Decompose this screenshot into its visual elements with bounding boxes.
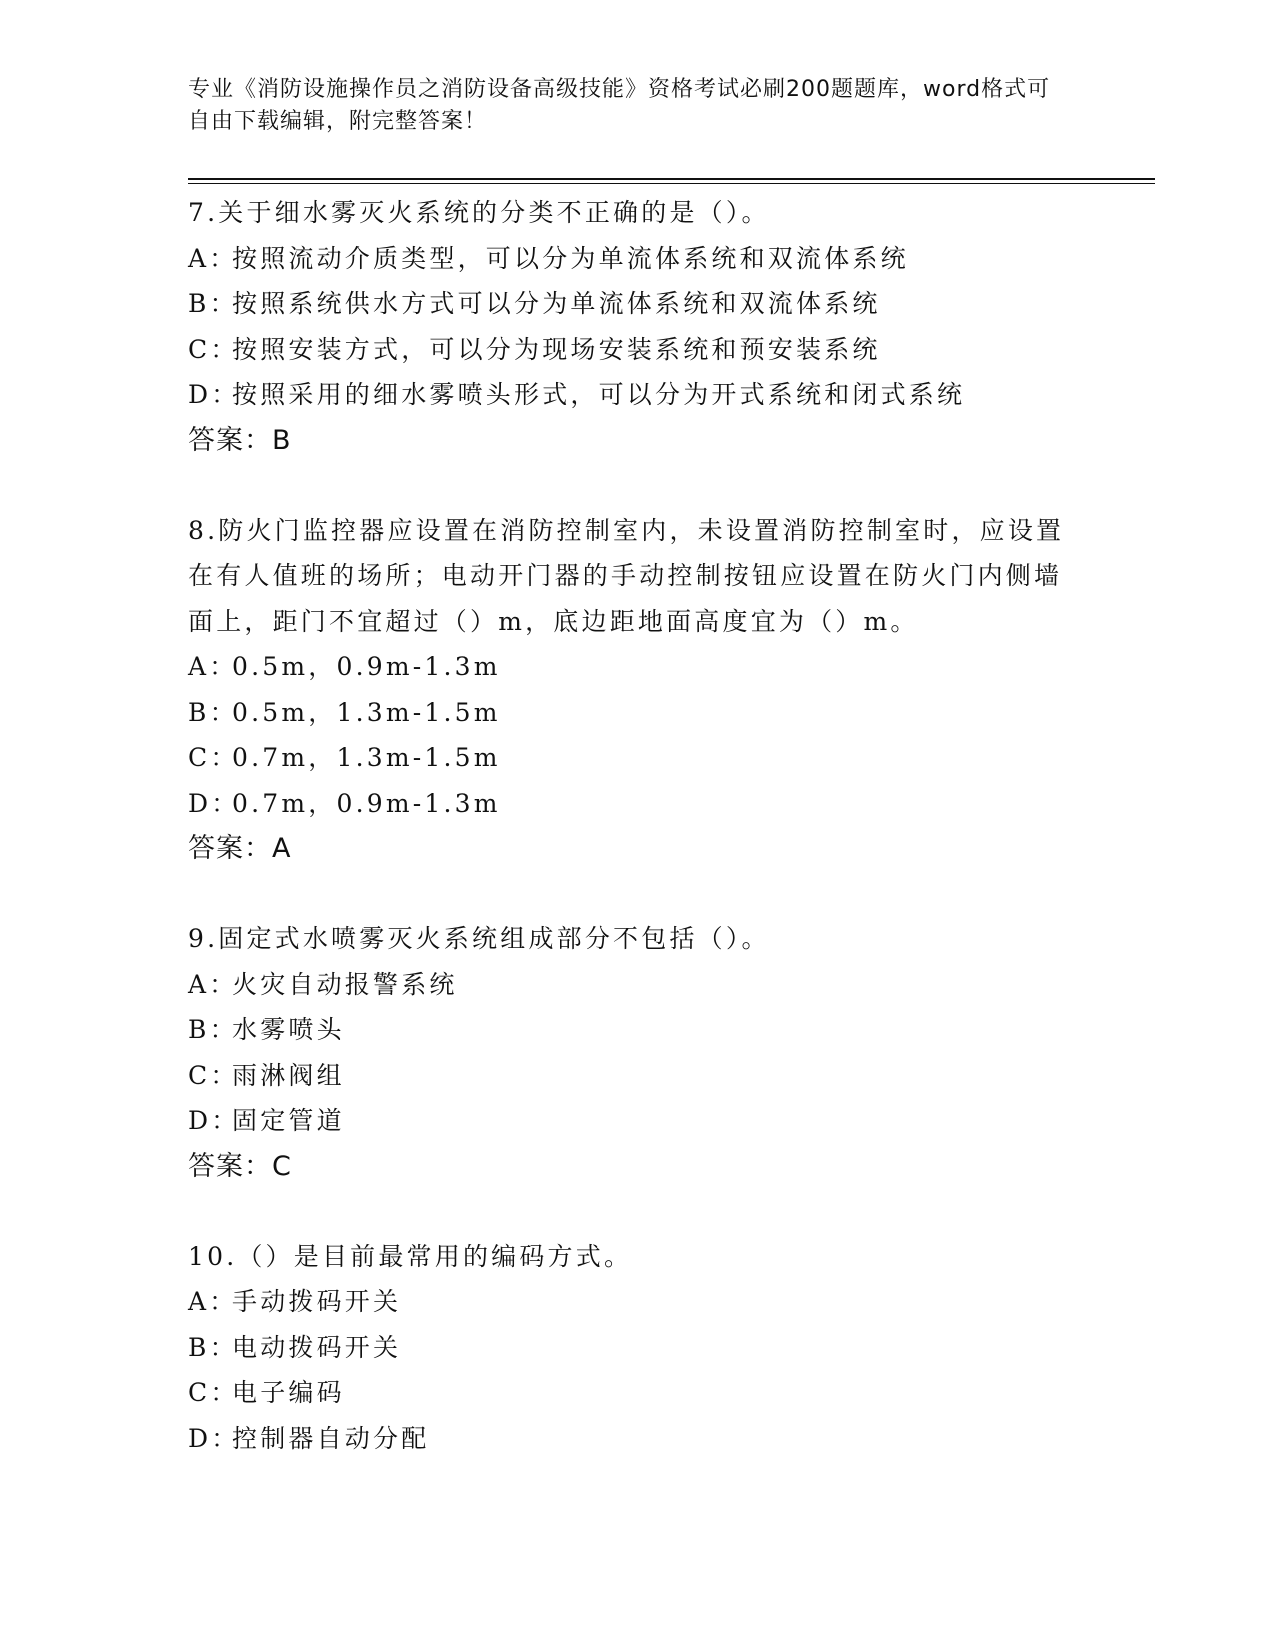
option-d (188, 1416, 1088, 1462)
option-label: D： (188, 1423, 240, 1453)
option-label: C： (188, 1378, 239, 1407)
option-label: C： (188, 1060, 239, 1090)
option-text: 控制器自动分配 (232, 1423, 430, 1453)
header-rule-thick (188, 178, 1155, 180)
answer-line: 答案：C (188, 1150, 292, 1182)
question-7 (188, 190, 1088, 464)
option-d (188, 372, 1088, 418)
document-header: 专业《消防设施操作员之消防设备高级技能》资格考试必刷200题题库，word格式可自由下载编辑，附完整答案！ (188, 77, 1051, 134)
answer-line: 答案：B (188, 424, 292, 456)
option-text: 按照采用的细水雾喷头形式，可以分为开式系统和闭式系统 (232, 380, 966, 409)
option-label: A： (188, 243, 238, 273)
option-text: 火灾自动报警系统 (232, 969, 458, 999)
option-label: B： (188, 1015, 238, 1044)
option-d (188, 1098, 1088, 1144)
option-label: D： (188, 788, 240, 818)
option-label: A： (188, 969, 238, 999)
option-label: C： (188, 334, 239, 364)
answer-line: 答案：A (188, 833, 292, 864)
option-a (188, 962, 1088, 1008)
option-b (188, 1007, 1088, 1053)
option-label: D： (188, 1106, 240, 1135)
option-label: B： (188, 1332, 238, 1362)
option-text: 0.5m，1.3m-1.5m (232, 697, 501, 727)
option-c (188, 1053, 1088, 1099)
option-label: B： (188, 697, 238, 727)
option-c (188, 1370, 1088, 1416)
option-text: 雨淋阀组 (232, 1060, 345, 1090)
option-text: 电子编码 (232, 1378, 345, 1407)
option-label: A： (188, 652, 238, 681)
question-10 (188, 1234, 1088, 1462)
option-text: 0.5m，0.9m-1.3m (232, 652, 501, 681)
question-stem: 10.（）是目前最常用的编码方式。 (188, 1241, 633, 1271)
option-label: A： (188, 1287, 238, 1316)
option-text: 水雾喷头 (232, 1015, 345, 1044)
option-text: 0.7m，1.3m-1.5m (232, 743, 501, 772)
option-a (188, 1279, 1088, 1325)
question-stem: 8.防火门监控器应设置在消防控制室内，未设置消防控制室时，应设置在有人值班的场所；电动开门器的手动控制按钮应设置在防火门内侧墙面上，距门不宜超过（）m，底边距地面高度宜为（）m。 (188, 515, 1065, 636)
option-text: 电动拨码开关 (232, 1332, 402, 1362)
question-list (188, 190, 1088, 1505)
option-c (188, 735, 1088, 781)
option-text: 固定管道 (232, 1106, 345, 1135)
question-stem: 7.关于细水雾灭火系统的分类不正确的是（）。 (188, 198, 770, 227)
question-9 (188, 916, 1088, 1190)
option-b (188, 281, 1088, 327)
option-label: D： (188, 380, 240, 409)
option-a (188, 644, 1088, 690)
option-label: C： (188, 743, 239, 772)
option-a (188, 236, 1088, 282)
option-text: 按照安装方式，可以分为现场安装系统和预安装系统 (232, 334, 881, 364)
option-label: B： (188, 289, 238, 318)
option-text: 手动拨码开关 (232, 1287, 402, 1316)
option-b (188, 1325, 1088, 1371)
option-b (188, 690, 1088, 736)
question-8 (188, 508, 1088, 873)
option-text: 0.7m，0.9m-1.3m (232, 788, 501, 818)
option-c (188, 327, 1088, 373)
option-text: 按照系统供水方式可以分为单流体系统和双流体系统 (232, 289, 881, 318)
option-d (188, 781, 1088, 827)
question-stem: 9.固定式水喷雾灭火系统组成部分不包括（）。 (188, 924, 770, 953)
option-text: 按照流动介质类型，可以分为单流体系统和双流体系统 (232, 243, 909, 273)
header-rule-thin (188, 183, 1155, 184)
